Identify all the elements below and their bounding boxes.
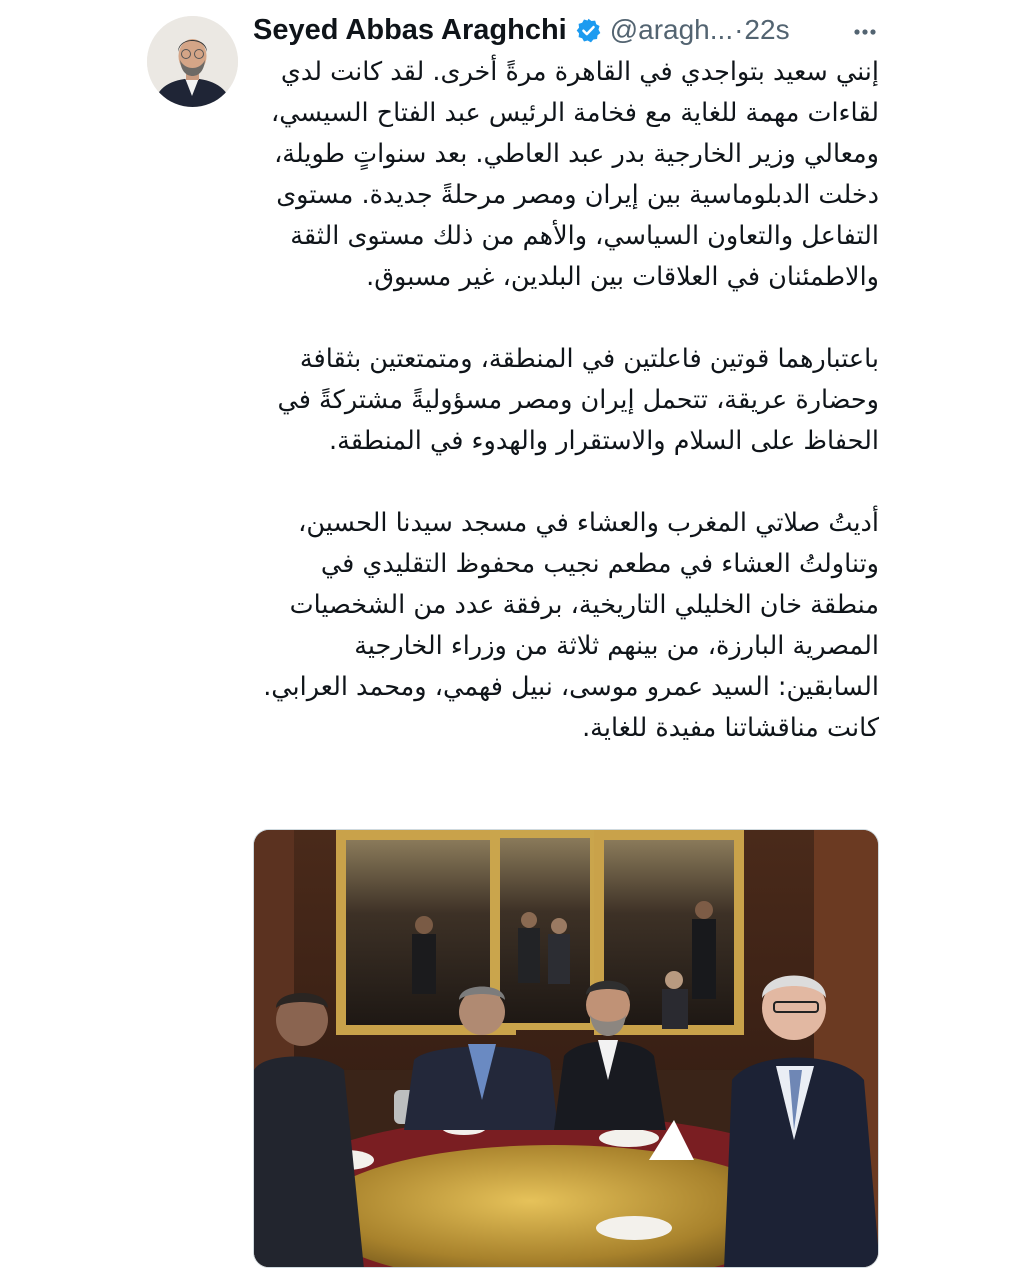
avatar[interactable] <box>147 16 238 107</box>
separator-dot: · <box>734 14 744 45</box>
tweet-paragraph: إنني سعيد بتواجدي في القاهرة مرةً أخرى. لقد كانت لدي لقاءات مهمة للغاية مع فخامة الرئيس عبد الفتاح السيسي، ومعالي وزير الخارجية بدر عبد العاطي. بعد سنواتٍ طويلة، دخلت الدبلوماسية بين إيران ومصر مرحلةً جديدة. مستوى التفاعل والتعاون السياسي، والأهم من ذلك مستوى الثقة والاطمئنان في العلاقات بين البلدين، غير مسبوق. <box>271 57 879 292</box>
more-options-icon[interactable] <box>847 14 883 50</box>
author-handle[interactable]: @aragh... <box>609 14 734 45</box>
dinner-photo-image <box>254 830 879 1268</box>
tweet-paragraph: أديتُ صلاتي المغرب والعشاء في مسجد سيدنا الحسين، وتناولتُ العشاء في مطعم نجيب محفوظ التقليدي في منطقة خان الخليلي التاريخية، برفقة عدد من الشخصيات المصرية البارزة، من بينهم ثلاثة من وزراء الخارجية السابقين: السيد عمرو موسى، نبيل فهمي، ومحمد العرابي. كانت مناقشاتنا مفيدة للغاية. <box>263 508 879 743</box>
tweet-text <box>253 52 879 749</box>
author-name[interactable]: Seyed Abbas Araghchi <box>253 13 567 46</box>
tweet-header <box>253 8 883 52</box>
timestamp[interactable]: 22s <box>744 14 790 45</box>
tweet-photo[interactable] <box>253 829 879 1268</box>
tweet-paragraph: باعتبارهما قوتين فاعلتين في المنطقة، ومتمتعتين بثقافة وحضارة عريقة، تتحمل إيران ومصر مسؤوليةً مشتركةً في الحفاظ على السلام والاستقرار والهدوء في المنطقة. <box>277 344 879 456</box>
verified-badge-icon <box>575 17 602 44</box>
avatar-image <box>147 16 238 107</box>
